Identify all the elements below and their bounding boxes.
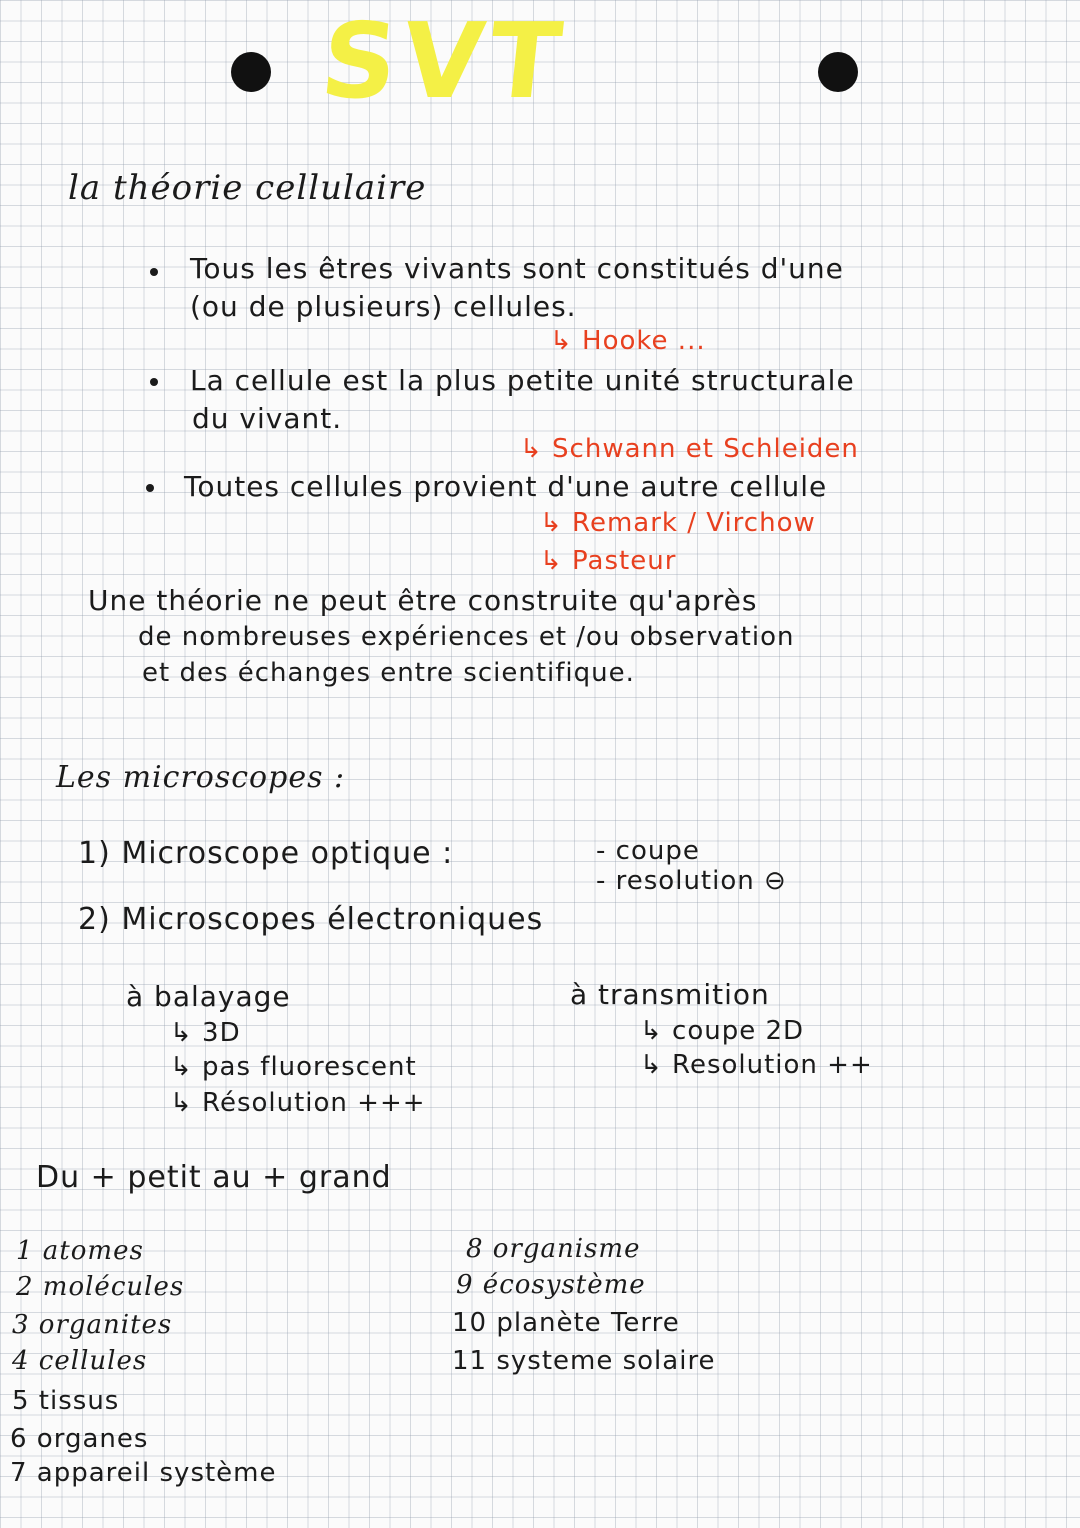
scale-item: 8 organisme bbox=[466, 1234, 641, 1264]
bullet-2-line-1: La cellule est la plus petite unité structurale bbox=[190, 364, 855, 397]
scale-heading: Du + petit au + grand bbox=[36, 1160, 392, 1195]
bullet-3-line-1: Toutes cellules provient d'une autre cellule bbox=[184, 470, 828, 503]
bullet-1-line-1: Tous les êtres vivants sont constitués d'une bbox=[190, 252, 844, 285]
scale-item: 10 planète Terre bbox=[452, 1308, 680, 1338]
scale-item: 3 organites bbox=[12, 1310, 173, 1340]
punch-hole-right bbox=[818, 52, 858, 92]
scale-item: 6 organes bbox=[10, 1424, 149, 1454]
scanning-item: ↳ 3D bbox=[170, 1018, 241, 1048]
bullet-3-note-1: ↳ Remark / Virchow bbox=[540, 508, 816, 538]
bullet-3-note-2: ↳ Pasteur bbox=[540, 546, 677, 576]
conclusion-line-1: Une théorie ne peut être construite qu'après bbox=[88, 584, 758, 617]
scale-item: 5 tissus bbox=[12, 1386, 120, 1416]
bullet-1 bbox=[150, 268, 158, 276]
transmission-item: ↳ coupe 2D bbox=[640, 1016, 805, 1046]
bullet-1-line-2: (ou de plusieurs) cellules. bbox=[190, 290, 577, 323]
scale-item: 4 cellules bbox=[12, 1346, 148, 1376]
bullet-2-line-2: du vivant. bbox=[192, 402, 343, 435]
optical-note-2: - resolution ⊖ bbox=[596, 866, 787, 896]
scanning-title: à balayage bbox=[126, 980, 291, 1013]
transmission-title: à transmition bbox=[570, 978, 770, 1011]
optical-microscope: 1) Microscope optique : bbox=[78, 836, 454, 871]
theory-heading: la théorie cellulaire bbox=[68, 168, 427, 208]
conclusion-line-2: de nombreuses expériences et /ou observation bbox=[138, 622, 795, 652]
electronic-microscopes: 2) Microscopes électroniques bbox=[78, 902, 544, 937]
transmission-item: ↳ Resolution ++ bbox=[640, 1050, 873, 1080]
scanning-item: ↳ pas fluorescent bbox=[170, 1052, 417, 1082]
scale-item: 2 molécules bbox=[16, 1272, 185, 1302]
conclusion-line-3: et des échanges entre scientifique. bbox=[142, 658, 635, 688]
scale-item: 11 systeme solaire bbox=[452, 1346, 716, 1376]
scale-item: 1 atomes bbox=[16, 1236, 144, 1266]
scale-item: 7 appareil système bbox=[10, 1458, 277, 1488]
punch-hole-left bbox=[231, 52, 271, 92]
page-title: SVT bbox=[315, 0, 573, 122]
optical-note-1: - coupe bbox=[596, 836, 700, 866]
scanning-item: ↳ Résolution +++ bbox=[170, 1088, 426, 1118]
microscopes-heading: Les microscopes : bbox=[56, 760, 346, 795]
bullet-2-note: ↳ Schwann et Schleiden bbox=[520, 434, 859, 464]
scale-item: 9 écosystème bbox=[456, 1270, 646, 1300]
bullet-2 bbox=[150, 378, 158, 386]
bullet-1-note: ↳ Hooke ... bbox=[550, 326, 706, 356]
bullet-3 bbox=[146, 484, 154, 492]
